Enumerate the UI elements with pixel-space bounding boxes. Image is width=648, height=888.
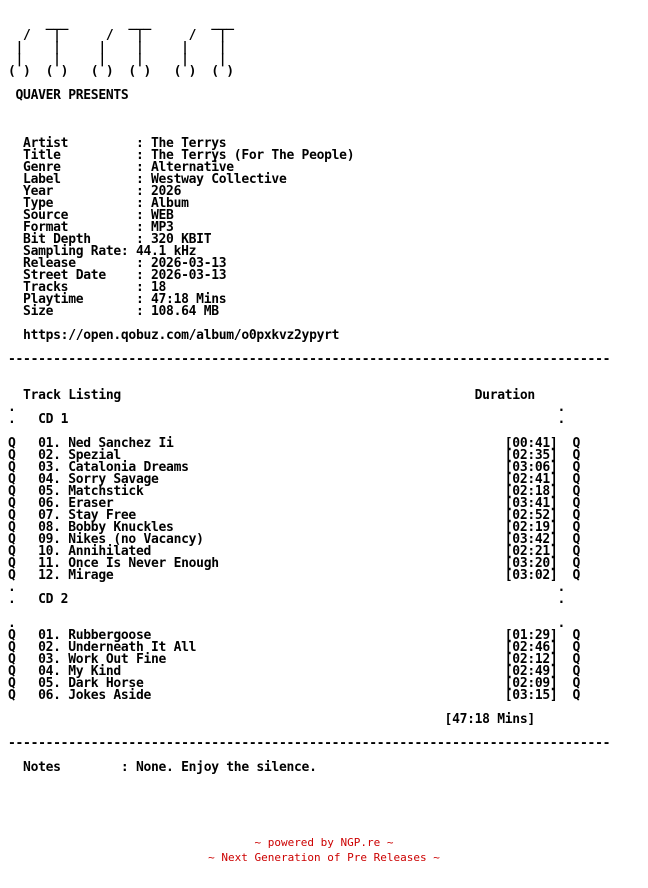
footer-powered-by: ~ powered by NGP.re ~ [254, 836, 394, 849]
nfo-text-block: ___ ___ ___ / | / | / | | | | | | | | | | | | | ( ) ( ) ( ) ( ) ( ) ( ) QUAVER PRESENTS Artist : The Terrys Title : The Terrys (For The People) Genre : Alternative Label : Westway Collective Year : 2026 Type : Album Source : WEB Format : MP3 Bit Depth : 320 KBIT Sampling Rate: 44.1 kHz Release : 2026-03-13 Street Date : 2026-03-13 Tracks : 18 Playtime : 47:18 Mins Size : 108.64 MB https://open.qobuz.com/album/o0pxkvz2ypyrt -------------------------------------------------------------------------------- Track Listing Duration . . . CD 1 . Q 01. Ned Sanchez Ii [00:41] Q Q 02. Spezial [02:35] Q Q 03. Catalonia Dreams [03:06] Q Q 04. Sorry Savage [02:41] Q Q 05. Matchstick [02:18] Q Q 06. Eraser [03:41] Q Q 07. Stay Free [02:52] Q Q 08. Bobby Knuckles [02:19] Q Q 09. Nikes (no Vacancy) [03:42] Q Q 10. Annihilated [02:21] Q Q 11. Once Is Never Enough [03:20] Q Q 12. Mirage [03:02] Q . . . CD 2 . . . Q 01. Rubbergoose [01:29] Q Q 02. Underneath It All [02:46] Q Q 03. Work Out Fine [02:12] Q Q 04. My Kind [02:49] Q Q 05. Dark Horse [02:09] Q Q 06. Jokes Aside [03:15] Q [47:18 Mins] -------------------------------------------------------------------------------- Notes : None. Enjoy the silence. [8, 16, 611, 775]
footer [0, 835, 648, 865]
footer-tagline: ~ Next Generation of Pre Releases ~ [208, 851, 440, 864]
